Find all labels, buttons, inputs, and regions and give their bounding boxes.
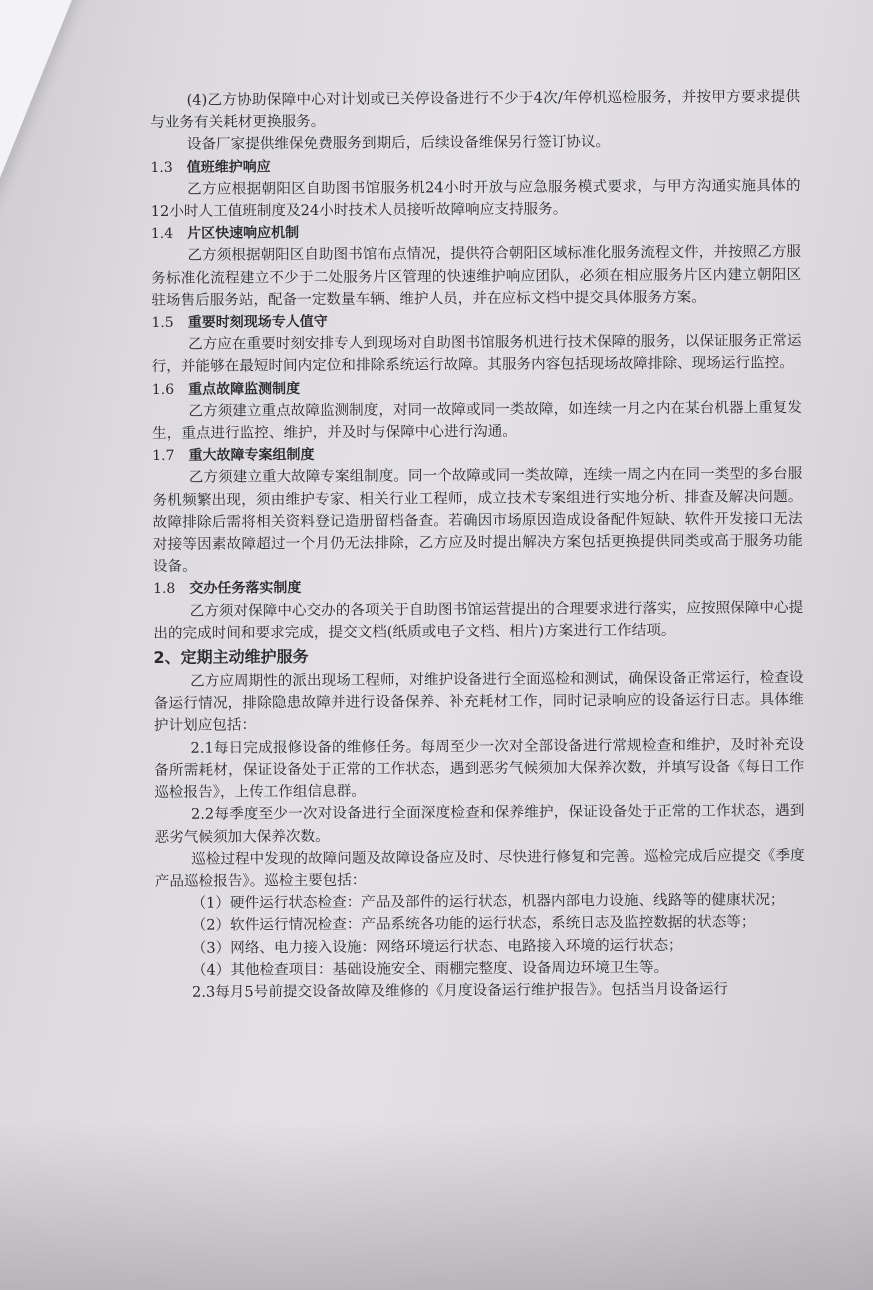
body-paragraph: 设备厂家提供维保免费服务到期后，后续设备维保另行签订协议。 xyxy=(186,133,611,154)
body-paragraph: （3）网络、电力接入设施：网络环境运行状态、电路接入环境的运行状态； xyxy=(191,936,683,957)
body-paragraph: 乙方须建立重点故障监测制度，对同一故障或同一类故障，如连续一月之内在某台机器上重复发生，重点进行监控、维护，并及时与保障中心进行沟通。 xyxy=(152,398,803,443)
body-paragraph: （2）软件运行情况检查：产品系统各功能的运行状态，系统日志及监控数据的状态等； xyxy=(191,913,756,935)
body-paragraph: 巡检过程中发现的故障问题及故障设备应及时、尽快进行修复和完善。巡检完成后应提交《季度产品巡检报告》。巡检主要包括： xyxy=(154,846,805,890)
section-number: 1.6 xyxy=(151,381,175,398)
body-paragraph: 乙方须根据朝阳区自助图书馆布点情况，提供符合朝阳区域标准化服务流程文件，并按照乙方服务标准化流程建立不少于二处服务片区管理的快速维护响应团队，必须在相应服务片区内建立朝阳区驻场售后服务站，配备一定数量车辆、维护人员，并在应标文档中提交具体服务方案。 xyxy=(151,243,802,309)
chapter-heading: 2、定期主动维护服务 xyxy=(153,647,309,668)
body-paragraph: 乙方应在重要时刻安排专人到现场对自助图书馆服务机进行技术保障的服务，以保证服务正常运行，并能够在最短时间内定位和排除系统运行故障。其服务内容包括现场故障排除、现场运行监控。 xyxy=(151,332,802,376)
section-title: 重大故障专案组制度 xyxy=(188,447,315,465)
body-paragraph: 2.2每季度至少一次对设备进行全面深度检查和保养维护，保证设备处于正常的工作状态，遇到恶劣气候须加大保养次数。 xyxy=(154,802,805,846)
body-paragraph: 乙方须建立重大故障专案组制度。同一个故障或同一类故障，连续一周之内在同一类型的多台服务机频繁出现，须由维护专家、相关行业工程师，成立技术专案组进行实地分析、排查及解决问题。故障排除后需将相关资料登记造册留档备查。若确因市场原因造成设备配件短缺、软件开发接口无法对接等因素故障超过一个月仍无法排除，乙方应及时提出解决方案包括更换提供同类或高于服务功能设备。 xyxy=(152,465,803,576)
section-title: 值班维护响应 xyxy=(186,158,271,176)
body-paragraph: 2.3每月5号前提交设备故障及维修的《月度设备运行维护报告》。包括当月设备运行 xyxy=(191,980,729,1001)
section-title: 片区快速响应机制 xyxy=(187,225,300,242)
section-title: 重要时刻现场专人值守 xyxy=(187,313,328,331)
body-paragraph: (4)乙方协助保障中心对计划或已关停设备进行不少于4次/年停机巡检服务，并按甲方要求提供与业务有关耗材更换服务。 xyxy=(150,88,801,132)
page-fold xyxy=(0,0,80,310)
section-number: 1.3 xyxy=(150,159,173,176)
section-title: 重点故障监测制度 xyxy=(188,380,301,398)
section-number: 1.4 xyxy=(150,226,174,243)
body-paragraph: 乙方须对保障中心交办的各项关于自助图书馆运营提出的合理要求进行落实，应按照保障中心提出的完成时间和要求完成，提交文档(纸质或电子文档、相片)方案进行工作结项。 xyxy=(153,598,804,642)
shadow-overlay xyxy=(0,1120,873,1290)
section-title: 交办任务落实制度 xyxy=(189,580,302,598)
section-number: 1.5 xyxy=(151,314,174,332)
section-number: 1.8 xyxy=(153,581,176,598)
body-paragraph: 乙方应根据朝阳区自助图书馆服务机24小时开放与应急服务模式要求，与甲方沟通实施具体的12小时人工值班制度及24小时技术人员接听故障响应支持服务。 xyxy=(150,176,801,221)
body-paragraph: 2.1每日完成报修设备的维修任务。每周至少一次对全部设备进行常规检查和维护，及时补充设备所需耗材，保证设备处于正常的工作状态，遇到恶劣气候须加大保养次数，并填写设备《每日工作巡检报告》，上传工作组信息群。 xyxy=(154,735,805,802)
body-paragraph: 乙方应周期性的派出现场工程师，对维护设备进行全面巡检和测试，确保设备正常运行，检查设备运行情况，排除隐患故障并进行设备保养、补充耗材工作，同时记录响应的设备运行日志。具体维护计划应包括： xyxy=(153,669,804,735)
section-number: 1.7 xyxy=(152,448,175,465)
body-paragraph: （1）硬件运行状态检查：产品及部件的运行状态，机器内部电力设施、线路等的健康状况； xyxy=(191,891,785,912)
document-body xyxy=(150,86,806,1004)
body-paragraph: （4）其他检查项目：基础设施安全、雨棚完整度、设备周边环境卫生等。 xyxy=(191,958,669,979)
